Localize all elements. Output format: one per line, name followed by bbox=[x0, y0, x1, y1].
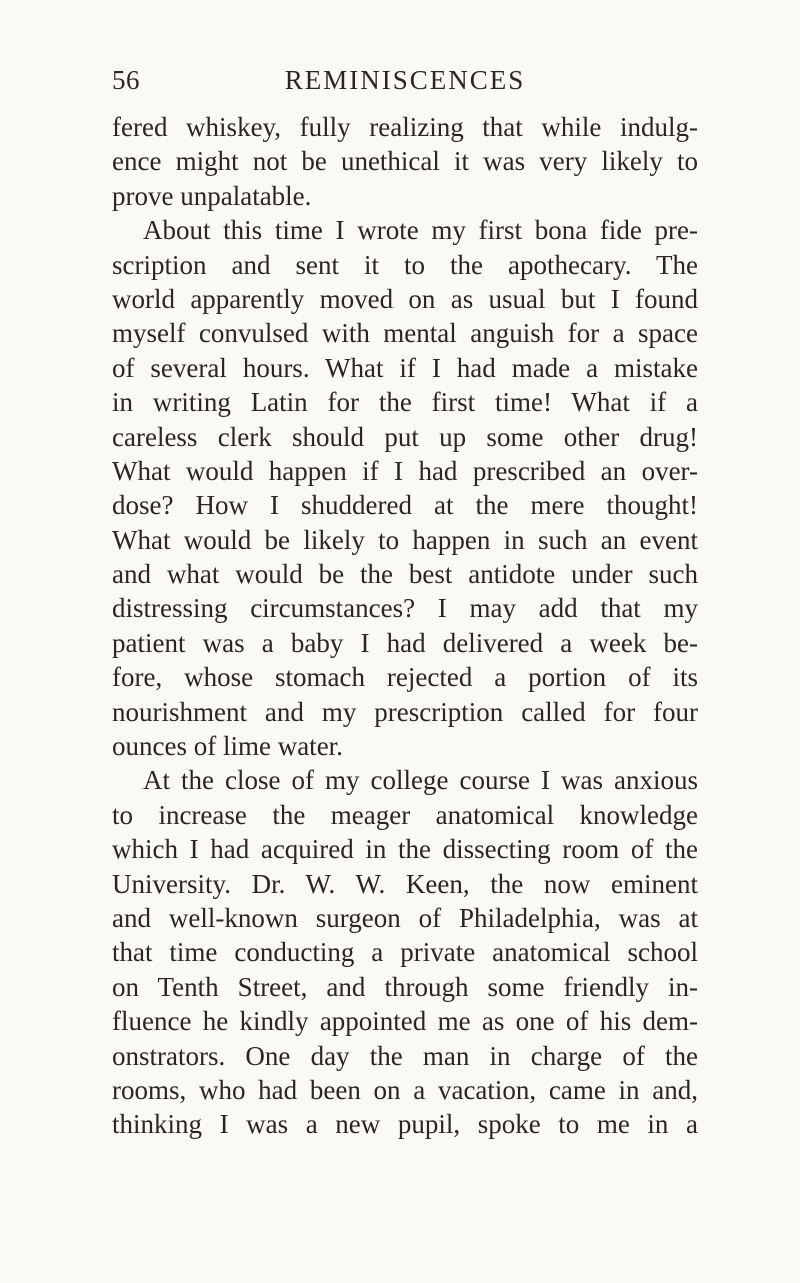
text-line: on Tenth Street, and through some friendly in- bbox=[112, 971, 698, 1002]
text-line: myself convulsed with mental anguish for a space bbox=[112, 318, 698, 349]
text-line: onstrators. One day the man in charge of the bbox=[112, 1040, 698, 1071]
text-line: rooms, who had been on a vacation, came in and, bbox=[112, 1074, 698, 1105]
text-line: nourishment and my prescription called for four bbox=[112, 696, 698, 727]
text-line: careless clerk should put up some other drug! bbox=[112, 421, 698, 452]
body-text bbox=[112, 110, 698, 1142]
text-line: fered whiskey, fully realizing that while indulg- bbox=[112, 112, 698, 142]
text-line: to increase the meager anatomical knowledge bbox=[112, 799, 698, 830]
text-line: fore, whose stomach rejected a portion of its bbox=[112, 662, 698, 693]
text-line: fluence he kindly appointed me as one of his dem- bbox=[112, 1006, 698, 1037]
text-line: ounces of lime water. bbox=[112, 731, 343, 762]
text-line: and what would be the best antidote under such bbox=[112, 559, 698, 590]
text-line: in writing Latin for the first time! What if a bbox=[112, 387, 698, 418]
text-line: prove unpalatable. bbox=[112, 180, 312, 211]
text-line: patient was a baby I had delivered a week be- bbox=[112, 627, 698, 658]
text-line: ence might not be unethical it was very likely to bbox=[112, 146, 698, 177]
page-number: 56 bbox=[112, 65, 140, 95]
text-line: thinking I was a new pupil, spoke to me in a bbox=[112, 1109, 698, 1140]
text-line: About this time I wrote my first bona fide pre- bbox=[143, 215, 698, 246]
text-line: University. Dr. W. W. Keen, the now eminent bbox=[112, 868, 698, 899]
text-line: scription and sent it to the apothecary. The bbox=[112, 249, 698, 280]
text-line: At the close of my college course I was anxious bbox=[143, 765, 698, 796]
text-line: dose? How I shuddered at the mere thought! bbox=[112, 490, 698, 521]
text-line: distressing circumstances? I may add that my bbox=[112, 593, 698, 624]
text-line: which I had acquired in the dissecting room of the bbox=[112, 834, 698, 865]
running-head bbox=[112, 60, 698, 100]
text-line: world apparently moved on as usual but I found bbox=[112, 283, 698, 314]
running-title: REMINISCENCES bbox=[284, 65, 526, 95]
text-line: that time conducting a private anatomical school bbox=[112, 937, 698, 968]
text-line: of several hours. What if I had made a mistake bbox=[112, 352, 698, 383]
text-line: What would happen if I had prescribed an over- bbox=[112, 455, 698, 486]
text-line: and well-known surgeon of Philadelphia, was at bbox=[112, 902, 698, 933]
text-line: What would be likely to happen in such an event bbox=[112, 524, 698, 555]
